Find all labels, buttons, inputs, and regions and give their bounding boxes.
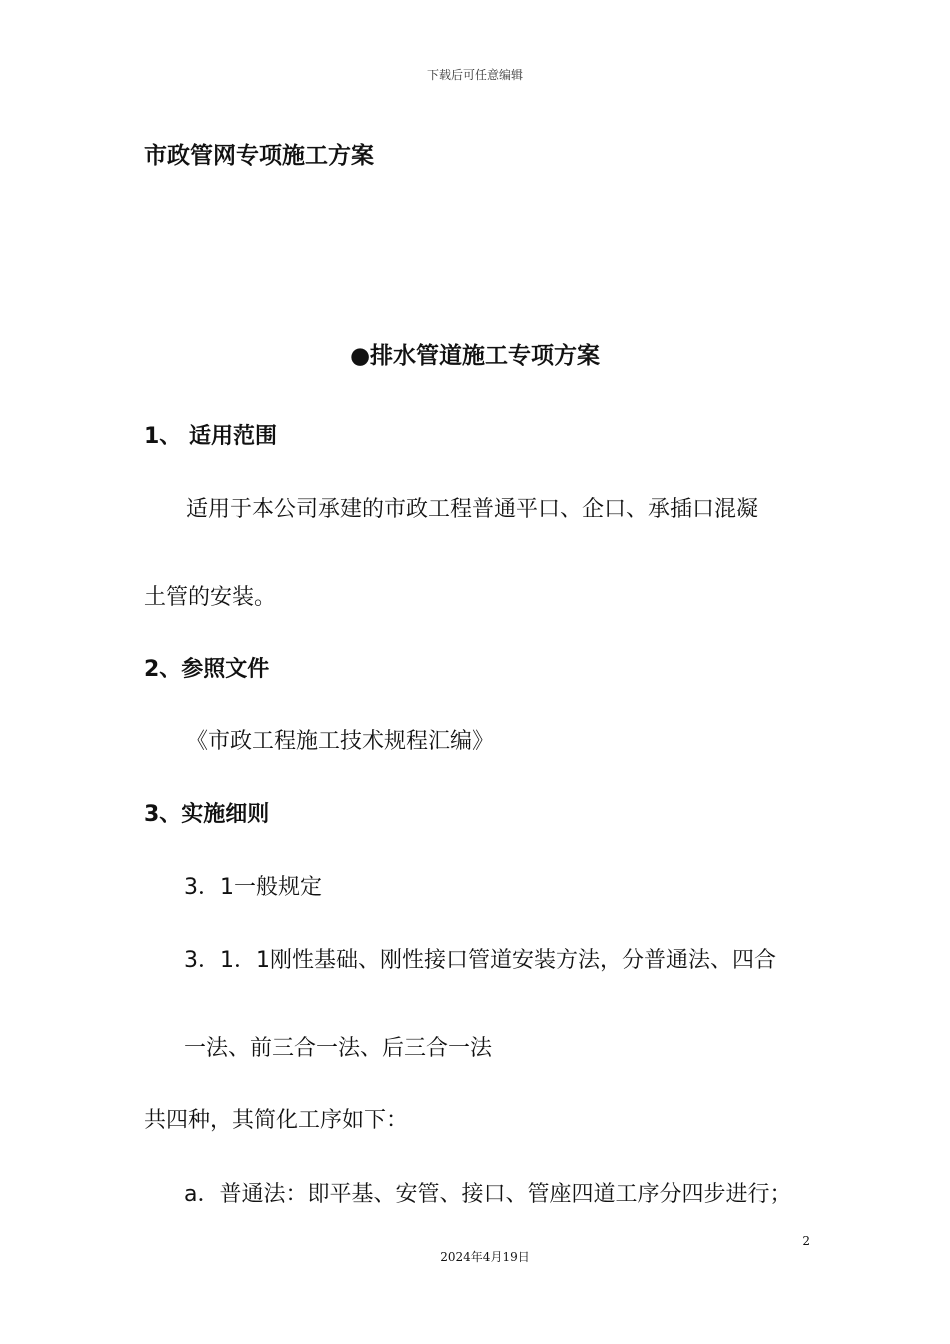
section-1-heading: 1、 适用范围 <box>144 424 277 449</box>
section-3-1-1-line-2: 一法、前三合一法、后三合一法 <box>184 1036 493 1061</box>
page-header: 下载后可任意编辑 <box>426 68 523 82</box>
page-number: 2 <box>802 1234 810 1248</box>
section-3-heading: 3、实施细则 <box>144 802 270 827</box>
section-3-1-1-line-3: 共四种，其简化工序如下： <box>144 1108 409 1133</box>
section-3-1-heading: 3．1一般规定 <box>184 875 322 900</box>
footer-date: 2024年4月19日 <box>440 1250 530 1264</box>
document-title: 市政管网专项施工方案 <box>144 143 374 169</box>
section-2-reference: 《市政工程施工技术规程汇编》 <box>186 729 495 754</box>
section-main-title: ●排水管道施工专项方案 <box>349 343 601 369</box>
section-1-paragraph-line-2: 土管的安装。 <box>144 585 277 610</box>
section-1-paragraph-line-1: 适用于本公司承建的市政工程普通平口、企口、承插口混凝 <box>186 497 759 522</box>
method-a-item: a．普通法：即平基、安管、接口、管座四道工序分四步进行； <box>184 1182 792 1207</box>
section-3-1-1-line-1: 3．1．1刚性基础、刚性接口管道安装方法，分普通法、四合 <box>184 948 776 973</box>
section-2-heading: 2、参照文件 <box>144 657 270 682</box>
